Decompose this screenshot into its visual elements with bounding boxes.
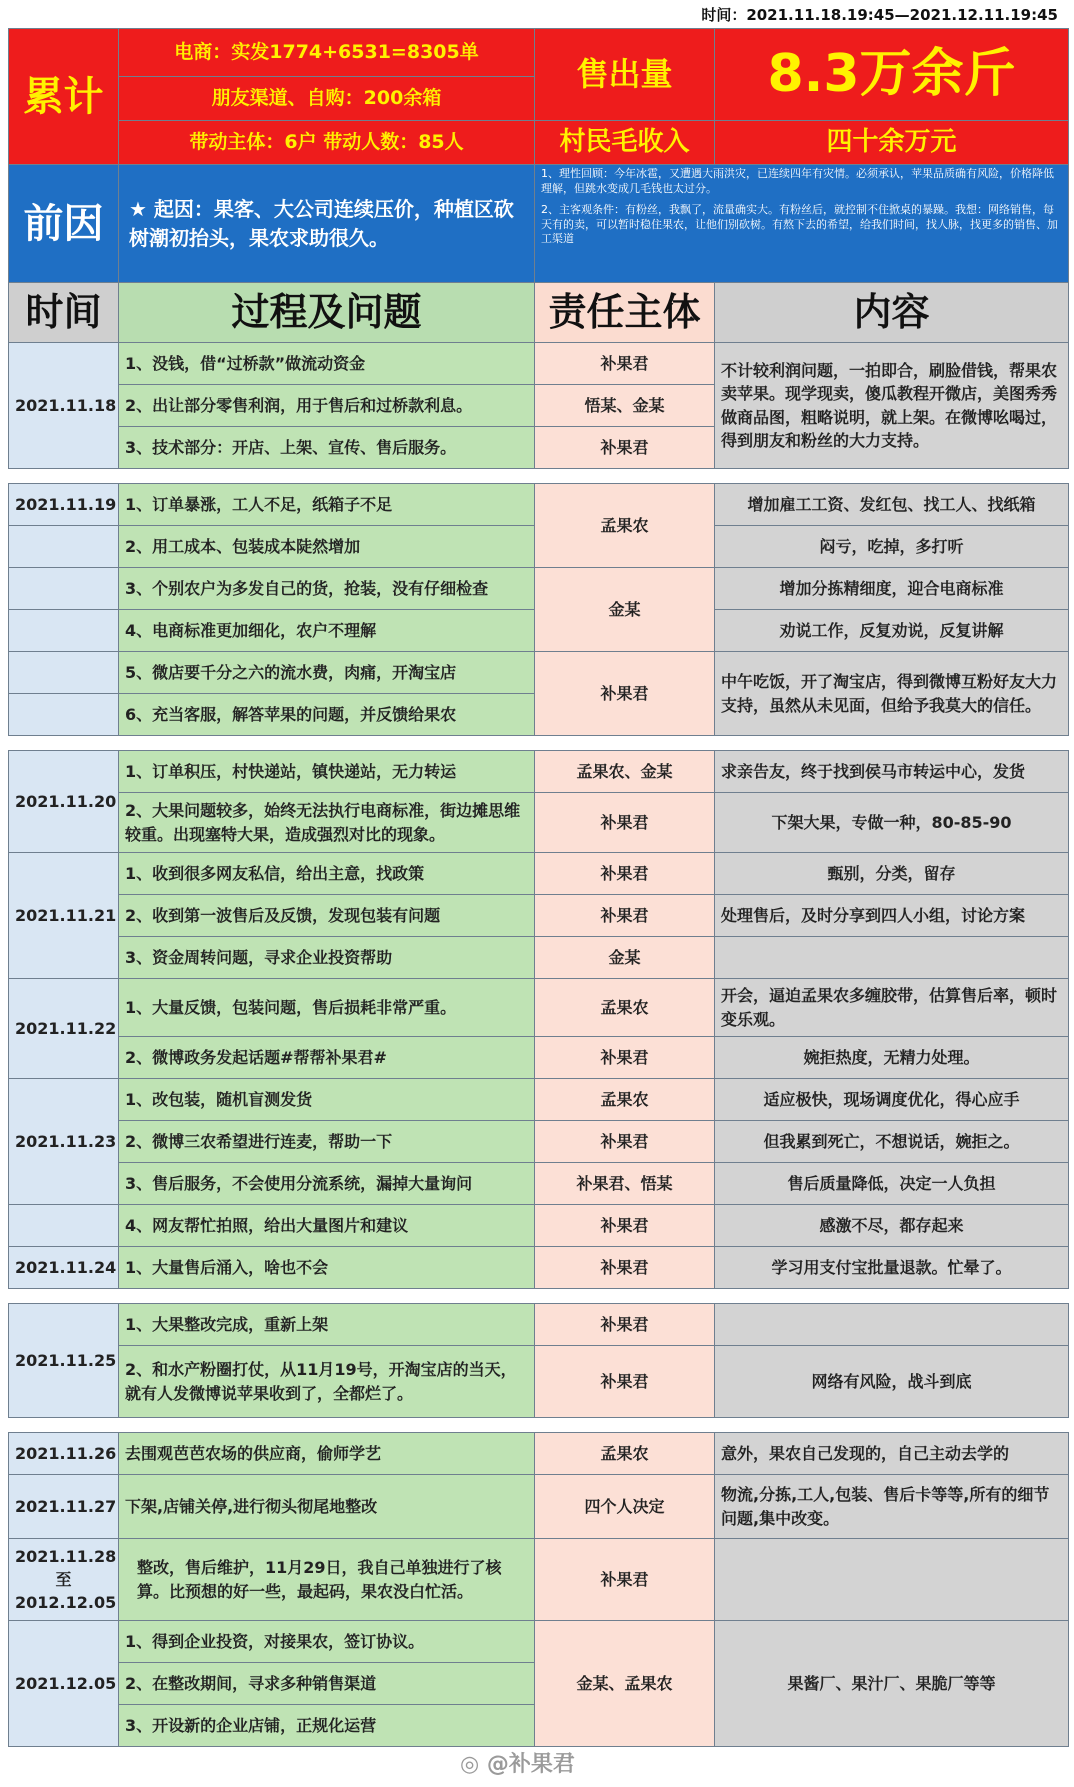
date-cell: 2021.11.23 bbox=[9, 1079, 119, 1205]
content-cell-empty bbox=[715, 937, 1069, 979]
drive-stat: 带动主体：6户 带动人数：85人 bbox=[119, 121, 535, 165]
process-cell: 1、收到很多网友私信，给出主意，找政策 bbox=[119, 853, 535, 895]
spacer-cell bbox=[9, 469, 1069, 484]
process-cell: 整改，售后维护，11月29日，我自己单独进行了核算。比预想的好一些，最起码，果农没白忙活。 bbox=[119, 1539, 535, 1621]
content-cell: 但我累到死亡，不想说话，婉拒之。 bbox=[715, 1121, 1069, 1163]
date-cell: 2021.11.24 bbox=[9, 1247, 119, 1289]
content-cell: 中午吃饭，开了淘宝店，得到微博互粉好友大力支持，虽然从未见面，但给予我莫大的信任。 bbox=[715, 652, 1069, 736]
owner-cell: 孟果农 bbox=[535, 979, 715, 1037]
date-range-cell bbox=[9, 1539, 119, 1621]
process-cell: 4、网友帮忙拍照，给出大量图片和建议 bbox=[119, 1205, 535, 1247]
content-cell: 开会，逼迫孟果农多缠胶带，估算售后率，顿时变乐观。 bbox=[715, 979, 1069, 1037]
friends-stat: 朋友渠道、自购：200余箱 bbox=[119, 77, 535, 121]
process-cell: 1、没钱，借“过桥款”做流动资金 bbox=[119, 343, 535, 385]
process-cell: 4、电商标准更加细化，农户不理解 bbox=[119, 610, 535, 652]
sheet bbox=[8, 0, 1068, 1747]
content-cell: 学习用支付宝批量退款。忙晕了。 bbox=[715, 1247, 1069, 1289]
process-cell: 2、微博政务发起话题#帮帮补果君# bbox=[119, 1037, 535, 1079]
date-cell-empty bbox=[9, 1205, 119, 1247]
spacer bbox=[9, 1418, 1069, 1433]
ecommerce-stat: 电商：实发1774+6531=8305单 bbox=[119, 29, 535, 77]
content-cell: 感激不尽，都存起来 bbox=[715, 1205, 1069, 1247]
date-cell: 2021.11.21 bbox=[9, 853, 119, 979]
owner-cell: 补果君 bbox=[535, 1346, 715, 1418]
date-start: 2021.11.28 bbox=[15, 1546, 117, 1566]
process-cell: 2、微博三农希望进行连麦，帮助一下 bbox=[119, 1121, 535, 1163]
owner-cell: 金某 bbox=[535, 937, 715, 979]
time-range: 时间：2021.11.18.19:45—2021.12.11.19:45 bbox=[701, 6, 1058, 24]
spacer bbox=[9, 1289, 1069, 1304]
spacer-cell bbox=[9, 1289, 1069, 1304]
date-cell-empty bbox=[9, 694, 119, 736]
time-bar bbox=[8, 0, 1068, 28]
content-cell: 售后质量降低，决定一人负担 bbox=[715, 1163, 1069, 1205]
content-cell: 适应极快，现场调度优化，得心应手 bbox=[715, 1079, 1069, 1121]
process-cell: 1、大量售后涌入，啥也不会 bbox=[119, 1247, 535, 1289]
process-cell: 2、出让部分零售利润，用于售后和过桥款利息。 bbox=[119, 385, 535, 427]
weibo-icon: ◎ bbox=[460, 1752, 480, 1777]
process-cell: 1、订单暴涨，工人不足，纸箱子不足 bbox=[119, 484, 535, 526]
owner-cell: 四个人决定 bbox=[535, 1475, 715, 1539]
owner-cell: 补果君 bbox=[535, 343, 715, 385]
date-cell: 2021.11.26 bbox=[9, 1433, 119, 1475]
content-cell: 处理售后，及时分享到四人小组，讨论方案 bbox=[715, 895, 1069, 937]
owner-cell: 补果君 bbox=[535, 895, 715, 937]
header-content: 内容 bbox=[715, 283, 1069, 343]
header-time: 时间 bbox=[9, 283, 119, 343]
cause-label: 前因 bbox=[9, 165, 119, 283]
content-cell: 增加分拣精细度，迎合电商标准 bbox=[715, 568, 1069, 610]
process-cell: 2、用工成本、包装成本陡然增加 bbox=[119, 526, 535, 568]
owner-cell: 补果君 bbox=[535, 793, 715, 853]
process-cell: 1、订单积压，村快递站，镇快递站，无力转运 bbox=[119, 751, 535, 793]
spacer-cell bbox=[9, 736, 1069, 751]
owner-cell: 悟某、金某 bbox=[535, 385, 715, 427]
content-cell: 果酱厂、果汁厂、果脆厂等等 bbox=[715, 1621, 1069, 1747]
content-cell-empty bbox=[715, 1539, 1069, 1621]
process-cell: 5、微店要千分之六的流水费，肉痛，开淘宝店 bbox=[119, 652, 535, 694]
owner-cell: 补果君 bbox=[535, 1205, 715, 1247]
date-cell: 2021.11.19 bbox=[9, 484, 119, 526]
owner-cell: 补果君 bbox=[535, 652, 715, 736]
content-cell: 物流,分拣,工人,包装、售后卡等等,所有的细节问题,集中改变。 bbox=[715, 1475, 1069, 1539]
process-cell: 6、充当客服，解答苹果的问题，并反馈给果农 bbox=[119, 694, 535, 736]
watermark-text: @补果君 bbox=[486, 1752, 575, 1777]
process-cell: 2、在整改期间，寻求多种销售渠道 bbox=[119, 1663, 535, 1705]
spacer bbox=[9, 469, 1069, 484]
content-cell: 网络有风险，战斗到底 bbox=[715, 1346, 1069, 1418]
owner-cell: 补果君 bbox=[535, 1247, 715, 1289]
date-cell: 2021.11.18 bbox=[9, 343, 119, 469]
content-cell: 不计较利润问题，一拍即合，刷脸借钱，帮果农卖苹果。现学现卖，傻瓜教程开微店，美图秀秀做商品图，粗略说明，就上架。在微博吆喝过，得到朋友和粉丝的大力支持。 bbox=[715, 343, 1069, 469]
date-cell-empty bbox=[9, 610, 119, 652]
cause-detail bbox=[535, 165, 1069, 283]
content-cell: 增加雇工工资、发红包、找工人、找纸箱 bbox=[715, 484, 1069, 526]
content-cell: 劝说工作，反复劝说，反复讲解 bbox=[715, 610, 1069, 652]
process-cell: 3、开设新的企业店铺，正规化运营 bbox=[119, 1705, 535, 1747]
owner-cell: 孟果农 bbox=[535, 1079, 715, 1121]
owner-cell: 孟果农 bbox=[535, 1433, 715, 1475]
content-cell: 求亲告友，终于找到侯马市转运中心，发货 bbox=[715, 751, 1069, 793]
content-cell: 意外，果农自己发现的，自己主动去学的 bbox=[715, 1433, 1069, 1475]
process-cell: 3、资金周转问题，寻求企业投资帮助 bbox=[119, 937, 535, 979]
owner-cell: 补果君 bbox=[535, 1121, 715, 1163]
owner-cell: 金某、孟果农 bbox=[535, 1621, 715, 1747]
summary-table bbox=[8, 28, 1069, 1747]
content-cell-empty bbox=[715, 1304, 1069, 1346]
summary-label: 累计 bbox=[9, 29, 119, 165]
owner-cell: 补果君 bbox=[535, 1304, 715, 1346]
process-cell: 1、大量反馈，包装问题，售后损耗非常严重。 bbox=[119, 979, 535, 1037]
owner-cell: 补果君 bbox=[535, 853, 715, 895]
process-cell: 2、大果问题较多，始终无法执行电商标准，街边摊思维较重。出现塞特大果，造成强烈对比的现象。 bbox=[119, 793, 535, 853]
process-cell: 去围观芭芭农场的供应商，偷师学艺 bbox=[119, 1433, 535, 1475]
income-label: 村民毛收入 bbox=[535, 121, 715, 165]
process-cell: 1、得到企业投资，对接果农，签订协议。 bbox=[119, 1621, 535, 1663]
owner-cell: 补果君 bbox=[535, 1539, 715, 1621]
process-cell: 2、和水产粉圈打仗，从11月19号，开淘宝店的当天，就有人发微博说苹果收到了，全都烂了。 bbox=[119, 1346, 535, 1418]
date-cell: 2021.11.20 bbox=[9, 751, 119, 853]
owner-cell: 金某 bbox=[535, 568, 715, 652]
date-cell-empty bbox=[9, 652, 119, 694]
spacer bbox=[9, 736, 1069, 751]
date-cell: 2021.11.22 bbox=[9, 979, 119, 1079]
content-cell: 下架大果，专做一种，80-85-90 bbox=[715, 793, 1069, 853]
cause-detail-2: 2、主客观条件：有粉丝，我飘了，流量确实大。有粉丝后，就控制不住掀桌的暴躁。我想：网络销售，每天有的卖，可以暂时稳住果农，让他们别砍树。有熬下去的希望，给我们时间，找人脉，找更多的销售、加工渠道 bbox=[541, 202, 1058, 246]
content-cell: 闷亏，吃掉，多打听 bbox=[715, 526, 1069, 568]
cause-text: ★ 起因：果客、大公司连续压价，种植区砍树潮初抬头，果农求助很久。 bbox=[119, 165, 535, 283]
process-cell: 3、个别农户为多发自己的货，抢装，没有仔细检查 bbox=[119, 568, 535, 610]
income-value: 四十余万元 bbox=[715, 121, 1069, 165]
spacer-cell bbox=[9, 1418, 1069, 1433]
content-cell: 甄别，分类，留存 bbox=[715, 853, 1069, 895]
date-cell-empty bbox=[9, 568, 119, 610]
sales-label: 售出量 bbox=[535, 29, 715, 121]
cause-detail-1: 1、理性回顾：今年冰雹，又遭遇大雨洪灾，已连续四年有灾情。必须承认，苹果品质确有风险，价格降低理解，但跳水变成几毛钱也太过分。 bbox=[541, 167, 1054, 195]
date-cell: 2021.11.27 bbox=[9, 1475, 119, 1539]
owner-cell: 补果君、悟某 bbox=[535, 1163, 715, 1205]
process-cell: 1、改包装，随机盲测发货 bbox=[119, 1079, 535, 1121]
owner-cell: 孟果农、金某 bbox=[535, 751, 715, 793]
process-cell: 3、售后服务，不会使用分流系统，漏掉大量询问 bbox=[119, 1163, 535, 1205]
sales-value: 8.3万余斤 bbox=[715, 29, 1069, 121]
content-cell: 婉拒热度，无精力处理。 bbox=[715, 1037, 1069, 1079]
watermark bbox=[460, 1747, 575, 1778]
date-cell-empty bbox=[9, 526, 119, 568]
owner-cell: 补果君 bbox=[535, 1037, 715, 1079]
process-cell: 3、技术部分：开店、上架、宣传、售后服务。 bbox=[119, 427, 535, 469]
process-cell: 下架,店铺关停,进行彻头彻尾地整改 bbox=[119, 1475, 535, 1539]
owner-cell: 补果君 bbox=[535, 427, 715, 469]
date-cell: 2021.11.25 bbox=[9, 1304, 119, 1418]
process-cell: 1、大果整改完成，重新上架 bbox=[119, 1304, 535, 1346]
date-cell: 2021.12.05 bbox=[9, 1621, 119, 1747]
owner-cell: 孟果农 bbox=[535, 484, 715, 568]
header-owner: 责任主体 bbox=[535, 283, 715, 343]
date-end: 2012.12.05 bbox=[15, 1593, 117, 1613]
date-sep: 至 bbox=[55, 1569, 72, 1589]
process-cell: 2、收到第一波售后及反馈，发现包装有问题 bbox=[119, 895, 535, 937]
header-process: 过程及问题 bbox=[119, 283, 535, 343]
